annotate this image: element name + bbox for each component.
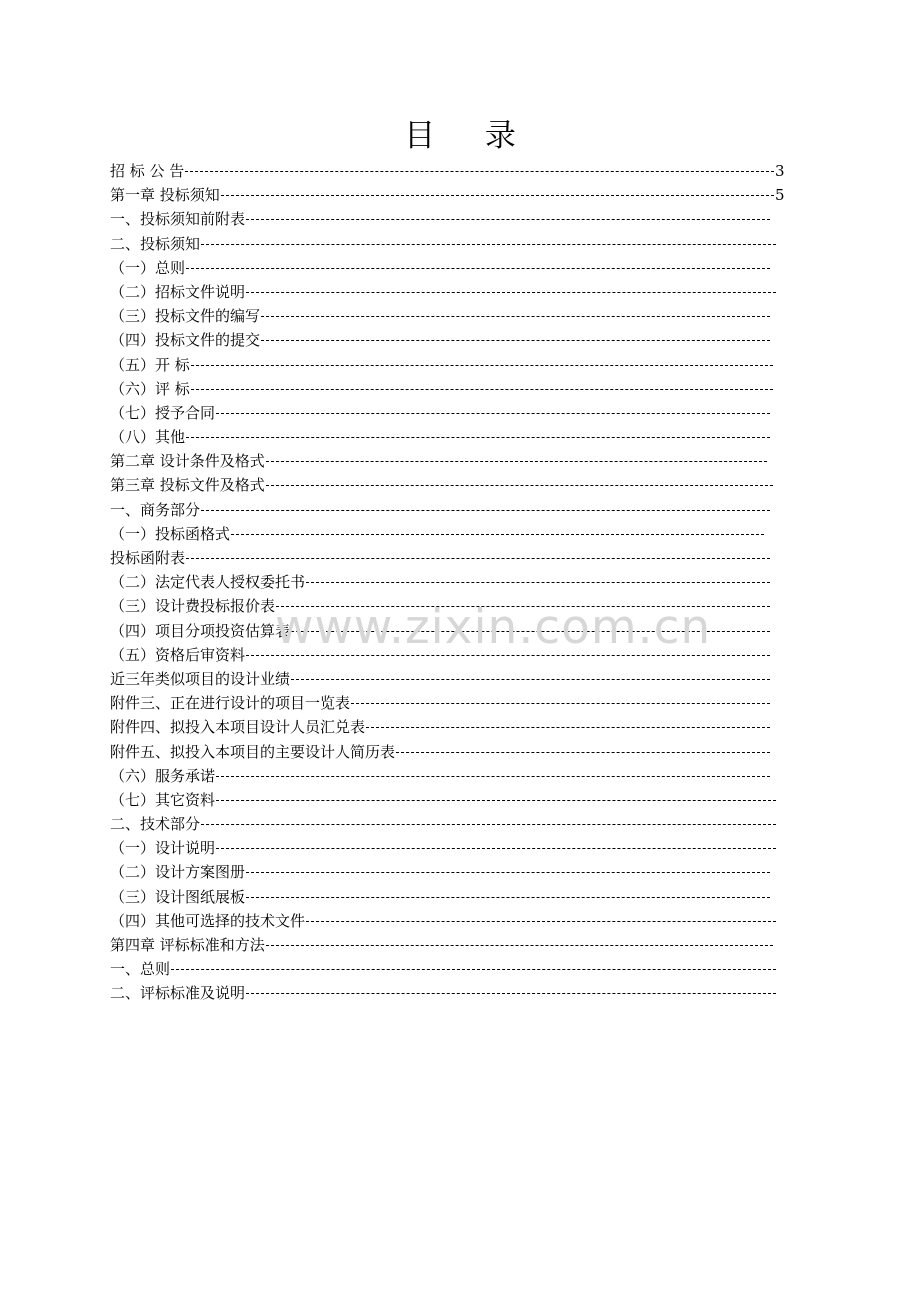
toc-entry[interactable] [110, 546, 790, 570]
toc-entry-label: 招 标 公 告 [110, 162, 185, 180]
toc-leader-dashes [291, 679, 770, 680]
toc-leader-dashes [221, 195, 774, 196]
toc-page-number: 3 [775, 162, 785, 180]
toc-entry-label: （七）其它资料 [110, 790, 216, 809]
toc-leader-dashes [201, 510, 770, 511]
toc-entry-label: 二、评标标准及说明 [110, 984, 246, 1003]
toc-leader-dashes [186, 558, 770, 559]
toc-leader-dashes [366, 727, 770, 728]
toc-entry[interactable] [110, 377, 790, 401]
toc-entry[interactable] [110, 885, 790, 909]
toc-entry[interactable] [110, 860, 790, 884]
toc-leader-dashes [291, 631, 770, 632]
toc-entry-label: 附件三、正在进行设计的项目一览表 [110, 694, 351, 713]
toc-leader-dashes [266, 461, 767, 462]
toc-leader-dashes [185, 171, 774, 172]
toc-entry[interactable] [110, 207, 790, 231]
toc-entry-label: （二）设计方案图册 [110, 863, 246, 882]
toc-leader-dashes [246, 655, 770, 656]
watermark: www.zixin.com.cn [275, 600, 712, 655]
toc-entry-label: 二、投标须知 [110, 234, 201, 253]
toc-entry-label: （六）评 标 [110, 379, 190, 398]
toc-leader-dashes [171, 969, 776, 970]
toc-leader-dashes [216, 848, 776, 849]
toc-entry-label: （三）设计费投标报价表 [110, 597, 276, 616]
toc-entry-label: 第二章 设计条件及格式 [110, 452, 265, 471]
toc-leader-dashes [246, 897, 770, 898]
toc-leader-dashes [231, 534, 764, 535]
toc-entry[interactable] [110, 957, 790, 981]
toc-entry-label: （一）总则 [110, 258, 186, 277]
toc-entry[interactable] [110, 304, 790, 328]
toc-entry-label: 附件五、拟投入本项目的主要设计人简历表 [110, 742, 396, 761]
toc-leader-dashes [201, 824, 776, 825]
toc-leader-dashes [246, 872, 770, 873]
toc-entry-label: （二）招标文件说明 [110, 282, 246, 301]
toc-leader-dashes [351, 703, 770, 704]
toc-entry[interactable] [110, 764, 790, 788]
toc-entry-label: 一、商务部分 [110, 500, 201, 519]
toc-entry-label: 一、投标须知前附表 [110, 210, 246, 229]
toc-leader-dashes [186, 437, 770, 438]
toc-leader-dashes [216, 776, 770, 777]
toc-entry[interactable] [110, 788, 790, 812]
toc-leader-dashes [216, 413, 770, 414]
toc-entry[interactable] [110, 449, 790, 473]
toc-entry[interactable] [110, 256, 790, 280]
toc-entry[interactable] [110, 425, 790, 449]
toc-leader-dashes [306, 921, 776, 922]
toc-entry[interactable] [110, 667, 790, 691]
toc-leader-dashes [276, 606, 770, 607]
toc-entry[interactable] [110, 643, 790, 667]
toc-entry[interactable] [110, 836, 790, 860]
toc-entry[interactable] [110, 473, 790, 497]
toc-entry-label: 二、技术部分 [110, 815, 201, 834]
toc-entry-label: （六）服务承诺 [110, 766, 216, 785]
toc-entry[interactable] [110, 740, 790, 764]
toc-entry-label: 附件四、拟投入本项目设计人员汇兑表 [110, 718, 366, 737]
toc-entry[interactable] [110, 570, 790, 594]
toc-entry[interactable] [110, 183, 790, 207]
toc-leader-dashes [396, 752, 770, 753]
toc-leader-dashes [216, 800, 776, 801]
toc-entry[interactable] [110, 522, 790, 546]
toc-leader-dashes [186, 268, 770, 269]
toc-entry[interactable] [110, 715, 790, 739]
toc-entry-label: 近三年类似项目的设计业绩 [110, 669, 291, 688]
toc-leader-dashes [246, 219, 770, 220]
toc-entry-label: （三）投标文件的编写 [110, 307, 261, 326]
toc-entry-label: 投标函附表 [110, 549, 186, 567]
toc-entry-label: （七）授予合同 [110, 403, 216, 422]
toc-entry[interactable] [110, 933, 790, 957]
toc-leader-dashes [261, 340, 770, 341]
table-of-contents [110, 159, 790, 1006]
toc-leader-dashes [306, 582, 770, 583]
toc-entry[interactable] [110, 232, 790, 256]
toc-entry-label: 第三章 投标文件及格式 [110, 476, 265, 495]
toc-leader-dashes [246, 993, 776, 994]
toc-entry-label: （一）投标函格式 [110, 524, 231, 543]
toc-entry-label: （五）资格后审资料 [110, 645, 246, 664]
toc-entry-label: （一）设计说明 [110, 839, 216, 858]
toc-entry-label: （二）法定代表人授权委托书 [110, 573, 306, 592]
toc-entry-label: 一、总则 [110, 960, 171, 979]
toc-page-number: 5 [775, 186, 785, 205]
toc-entry[interactable] [110, 691, 790, 715]
toc-entry[interactable] [110, 619, 790, 643]
toc-entry[interactable] [110, 812, 790, 836]
toc-leader-dashes [266, 485, 773, 486]
toc-entry[interactable] [110, 280, 790, 304]
toc-leader-dashes [246, 292, 776, 293]
toc-entry-label: 第四章 评标标准和方法 [110, 936, 265, 954]
toc-leader-dashes [261, 316, 770, 317]
page-title: 目 录 [404, 118, 536, 154]
toc-leader-dashes [266, 945, 773, 946]
toc-entry[interactable] [110, 594, 790, 618]
toc-entry-label: 第一章 投标须知 [110, 186, 220, 205]
toc-entry-label: （五）开 标 [110, 355, 190, 374]
toc-leader-dashes [191, 389, 773, 390]
toc-entry-label: （三）设计图纸展板 [110, 887, 246, 906]
toc-entry[interactable] [110, 353, 790, 377]
toc-entry[interactable] [110, 401, 790, 425]
toc-entry-label: （四）项目分项投资估算表 [110, 621, 291, 640]
toc-leader-dashes [191, 365, 773, 366]
toc-entry[interactable] [110, 981, 790, 1005]
toc-entry-label: （八）其他 [110, 428, 186, 447]
toc-leader-dashes [201, 244, 776, 245]
toc-entry[interactable] [110, 498, 790, 522]
toc-entry[interactable] [110, 909, 790, 933]
toc-entry-label: （四）其他可选择的技术文件 [110, 911, 306, 930]
toc-entry-label: （四）投标文件的提交 [110, 331, 261, 350]
toc-entry[interactable] [110, 159, 790, 183]
toc-entry[interactable] [110, 328, 790, 352]
